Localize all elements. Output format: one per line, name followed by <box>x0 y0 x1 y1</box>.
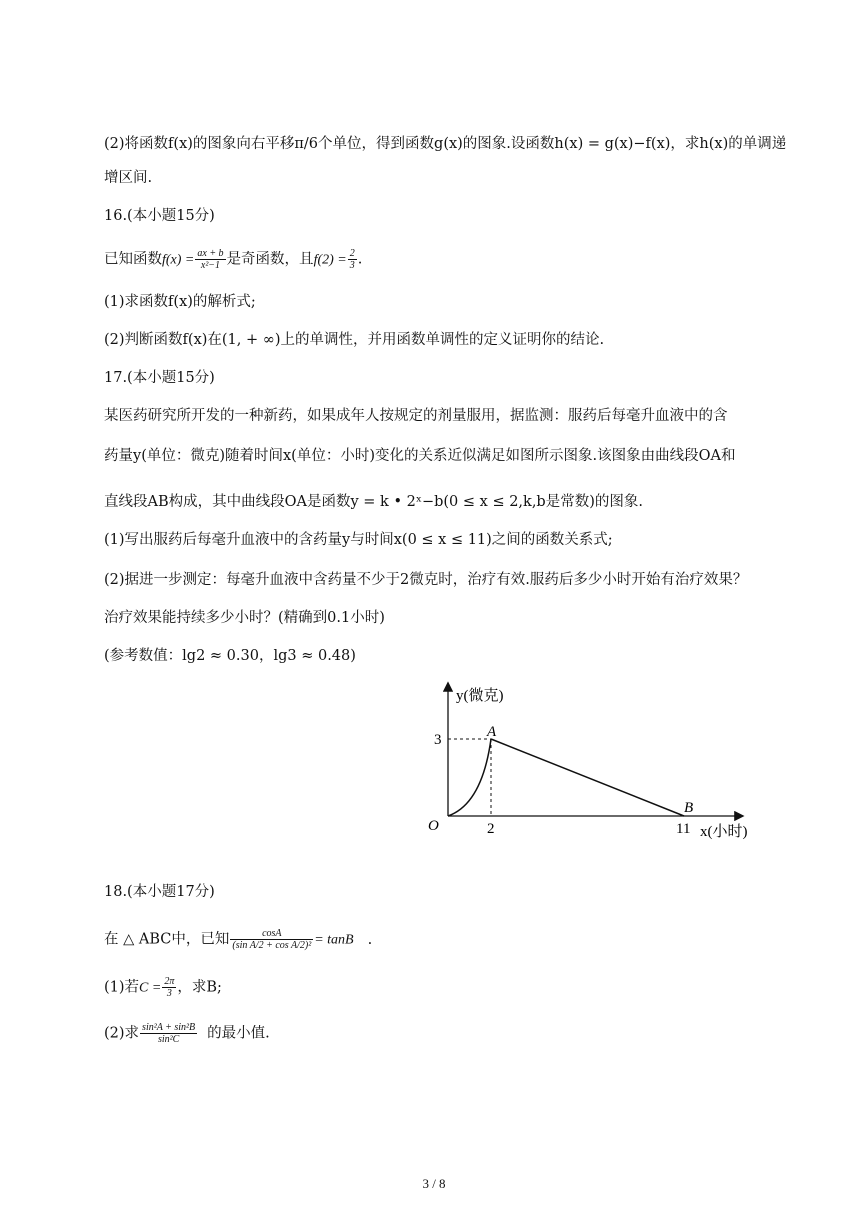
y-axis-label: y(微克) <box>456 688 504 704</box>
q16-title: 16.(本小题15分) <box>104 208 215 224</box>
q18-stem-a: 在 △ ABC中，已知 <box>104 931 230 948</box>
q16-stem-a: 已知函数 <box>104 251 162 268</box>
q18-part2-fraction <box>140 1022 197 1045</box>
q17-para3: 直线段AB构成，其中曲线段OA是函数y = k • 2ˣ−b(0 ≤ x ≤ 2,k,b是常数)的图象. <box>104 494 643 510</box>
q18-stem-num: cosA <box>230 928 313 940</box>
q18-stem-den: (sin A/2 + cos A/2)² <box>232 940 312 951</box>
tick-x-11: 11 <box>676 821 691 837</box>
q16-cond-den: 3 <box>349 260 355 271</box>
q16-stem-b: 是奇函数，且 <box>226 251 314 268</box>
q18-part2-den: sin²C <box>157 1034 180 1045</box>
q18-stem-fraction <box>230 928 313 951</box>
q18-part1-b: ，求B; <box>177 979 222 996</box>
q18-part2-a: (2)求 <box>104 1025 140 1042</box>
q16-func-fraction <box>195 248 225 271</box>
q16-func-den: x²−1 <box>200 260 221 271</box>
point-b-label: B <box>684 800 694 816</box>
q16-cond-num: 2 <box>349 248 355 259</box>
q17-part2b: 治疗效果能持续多少小时？(精确到0.1小时) <box>104 610 385 626</box>
q15-part2-line2: 增区间. <box>104 170 153 186</box>
q18-part2-b: 的最小值. <box>207 1025 270 1042</box>
q18-stem-rhs: = tanB <box>314 932 354 948</box>
q17-part1: (1)写出服药后每毫升血液中的含药量y与时间x(0 ≤ x ≤ 11)之间的函数关系式; <box>104 532 613 548</box>
q16-func-num: ax + b <box>197 248 224 259</box>
q17-part2: (2)据进一步测定：每毫升血液中含药量不少于2微克时，治疗有效.服药后多少小时开始有治疗效果？ <box>104 572 748 588</box>
q16-part2: (2)判断函数f(x)在(1, + ∞)上的单调性，并用函数单调性的定义证明你的结论. <box>104 332 605 348</box>
q15-part2-line1: (2)将函数f(x)的图象向右平移π/6个单位，得到函数g(x)的图象.设函数h(x) = g(x)−f(x)，求h(x)的单调递 <box>104 136 787 152</box>
tick-x-2: 2 <box>487 821 495 837</box>
q16-cond-fraction <box>348 248 357 271</box>
origin-label: O <box>428 818 439 834</box>
q18-part1-lhs: C = <box>139 980 162 996</box>
q17-para1: 某医药研究所开发的一种新药，如果成年人按规定的剂量服用，据监测：服药后每毫升血液中的含 <box>104 408 728 424</box>
q16-func-lhs: f(x) = <box>162 252 195 268</box>
q16-stem <box>104 248 362 271</box>
dose-time-figure <box>420 676 780 846</box>
page-number: 3 / 8 <box>422 1176 446 1191</box>
q17-reference: (参考数值：lg2 ≈ 0.30，lg3 ≈ 0.48) <box>104 648 356 664</box>
q18-part1-fraction <box>162 976 176 999</box>
q18-part1 <box>104 976 222 999</box>
q16-part1: (1)求函数f(x)的解析式; <box>104 294 256 310</box>
curve-oa <box>448 739 491 816</box>
q18-stem-end: . <box>367 931 373 948</box>
q16-stem-end: . <box>357 251 363 268</box>
x-axis-label: x(小时) <box>700 824 748 840</box>
point-a-label: A <box>487 724 497 740</box>
q18-part2 <box>104 1022 270 1045</box>
q17-title: 17.(本小题15分) <box>104 370 215 386</box>
q17-para2: 药量y(单位：微克)随着时间x(单位：小时)变化的关系近似满足如图所示图象.该图象由曲线段OA和 <box>104 448 736 464</box>
q18-part1-a: (1)若 <box>104 979 140 996</box>
q18-stem <box>104 928 372 951</box>
q18-title: 18.(本小题17分) <box>104 884 215 900</box>
q16-cond-lhs: f(2) = <box>313 252 347 268</box>
segment-ab <box>491 739 684 816</box>
q18-part1-num: 2π <box>164 976 175 987</box>
q18-part2-num: sin²A + sin²B <box>142 1022 196 1033</box>
tick-y-3: 3 <box>434 732 442 748</box>
q18-part1-den: 3 <box>166 988 172 999</box>
